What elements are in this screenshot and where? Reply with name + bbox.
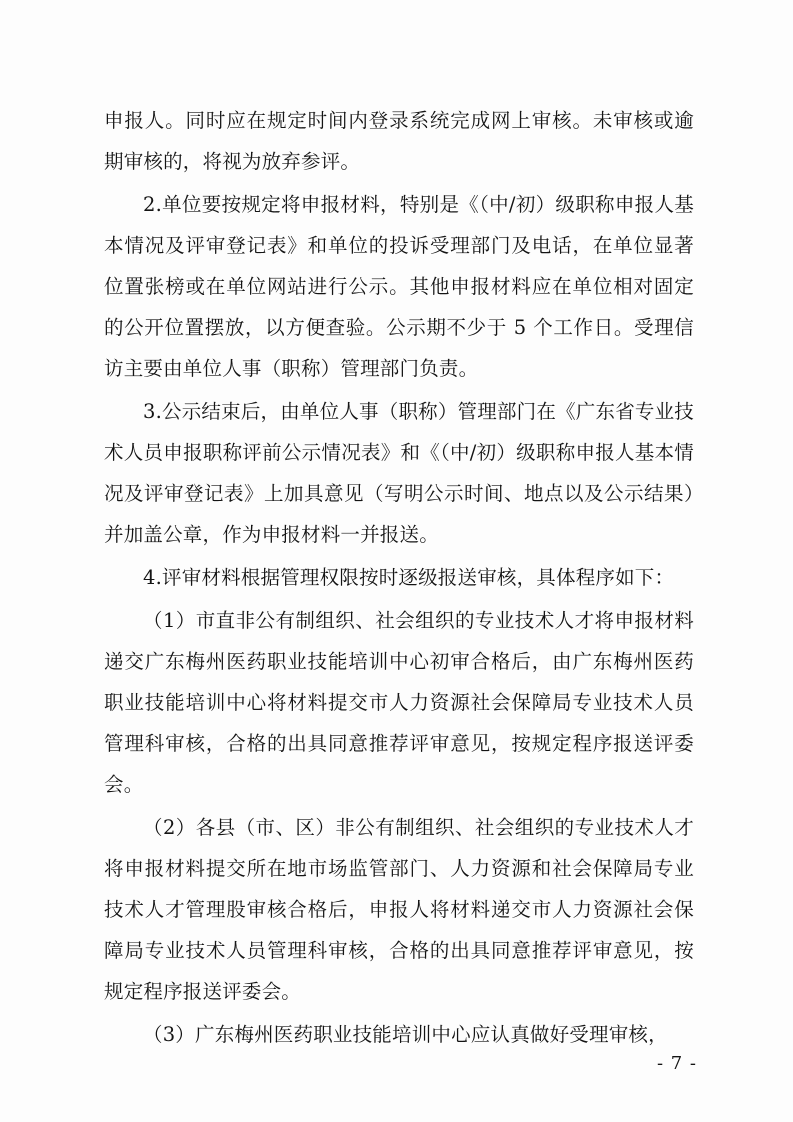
page-number: - 7 - [656,1053,697,1074]
paragraph-item-4: 4.评审材料根据管理权限按时逐级报送审核，具体程序如下： [143,566,675,589]
page-body-text [104,100,694,1057]
paragraph-item-3: 3.公示结束后，由单位人事（职称）管理部门在《广东省专业技术人员申报职称评前公示情况表》和《（中/初）级职称申报人基本情况及评审登记表》上加具意见（写明公示时间、地点以及公示结果）并加盖公章，作为申报材料一并报送。 [104,400,694,546]
paragraph-continued: 申报人。同时应在规定时间内登录系统完成网上审核。未审核或逾期审核的，将视为放弃参评。 [104,109,694,173]
paragraph-sub-item-1: （1）市直非公有制组织、社会组织的专业技术人才将申报材料递交广东梅州医药职业技能培训中心初审合格后，由广东梅州医药职业技能培训中心将材料提交市人力资源社会保障局专业技术人员管理科审核，合格的出具同意推荐评审意见，按规定程序报送评委会。 [104,609,694,796]
paragraph-sub-item-3: （3）广东梅州医药职业技能培训中心应认真做好受理审核， [143,1023,668,1046]
paragraph-item-2: 2.单位要按规定将申报材料，特别是《（中/初）级职称申报人基本情况及评审登记表》和单位的投诉受理部门及电话，在单位显著位置张榜或在单位网站进行公示。其他申报材料应在单位相对固定的公开位置摆放，以方便查验。公示期不少于 5 个工作日。受理信访主要由单位人事（职称）管理部门负责。 [104,193,694,380]
paragraph-sub-item-2: （2）各县（市、区）非公有制组织、社会组织的专业技术人才将申报材料提交所在地市场监管部门、人力资源和社会保障局专业技术人才管理股审核合格后，申报人将材料递交市人力资源社会保障局专业技术人员管理科审核，合格的出具同意推荐评审意见，按规定程序报送评委会。 [104,816,694,1003]
